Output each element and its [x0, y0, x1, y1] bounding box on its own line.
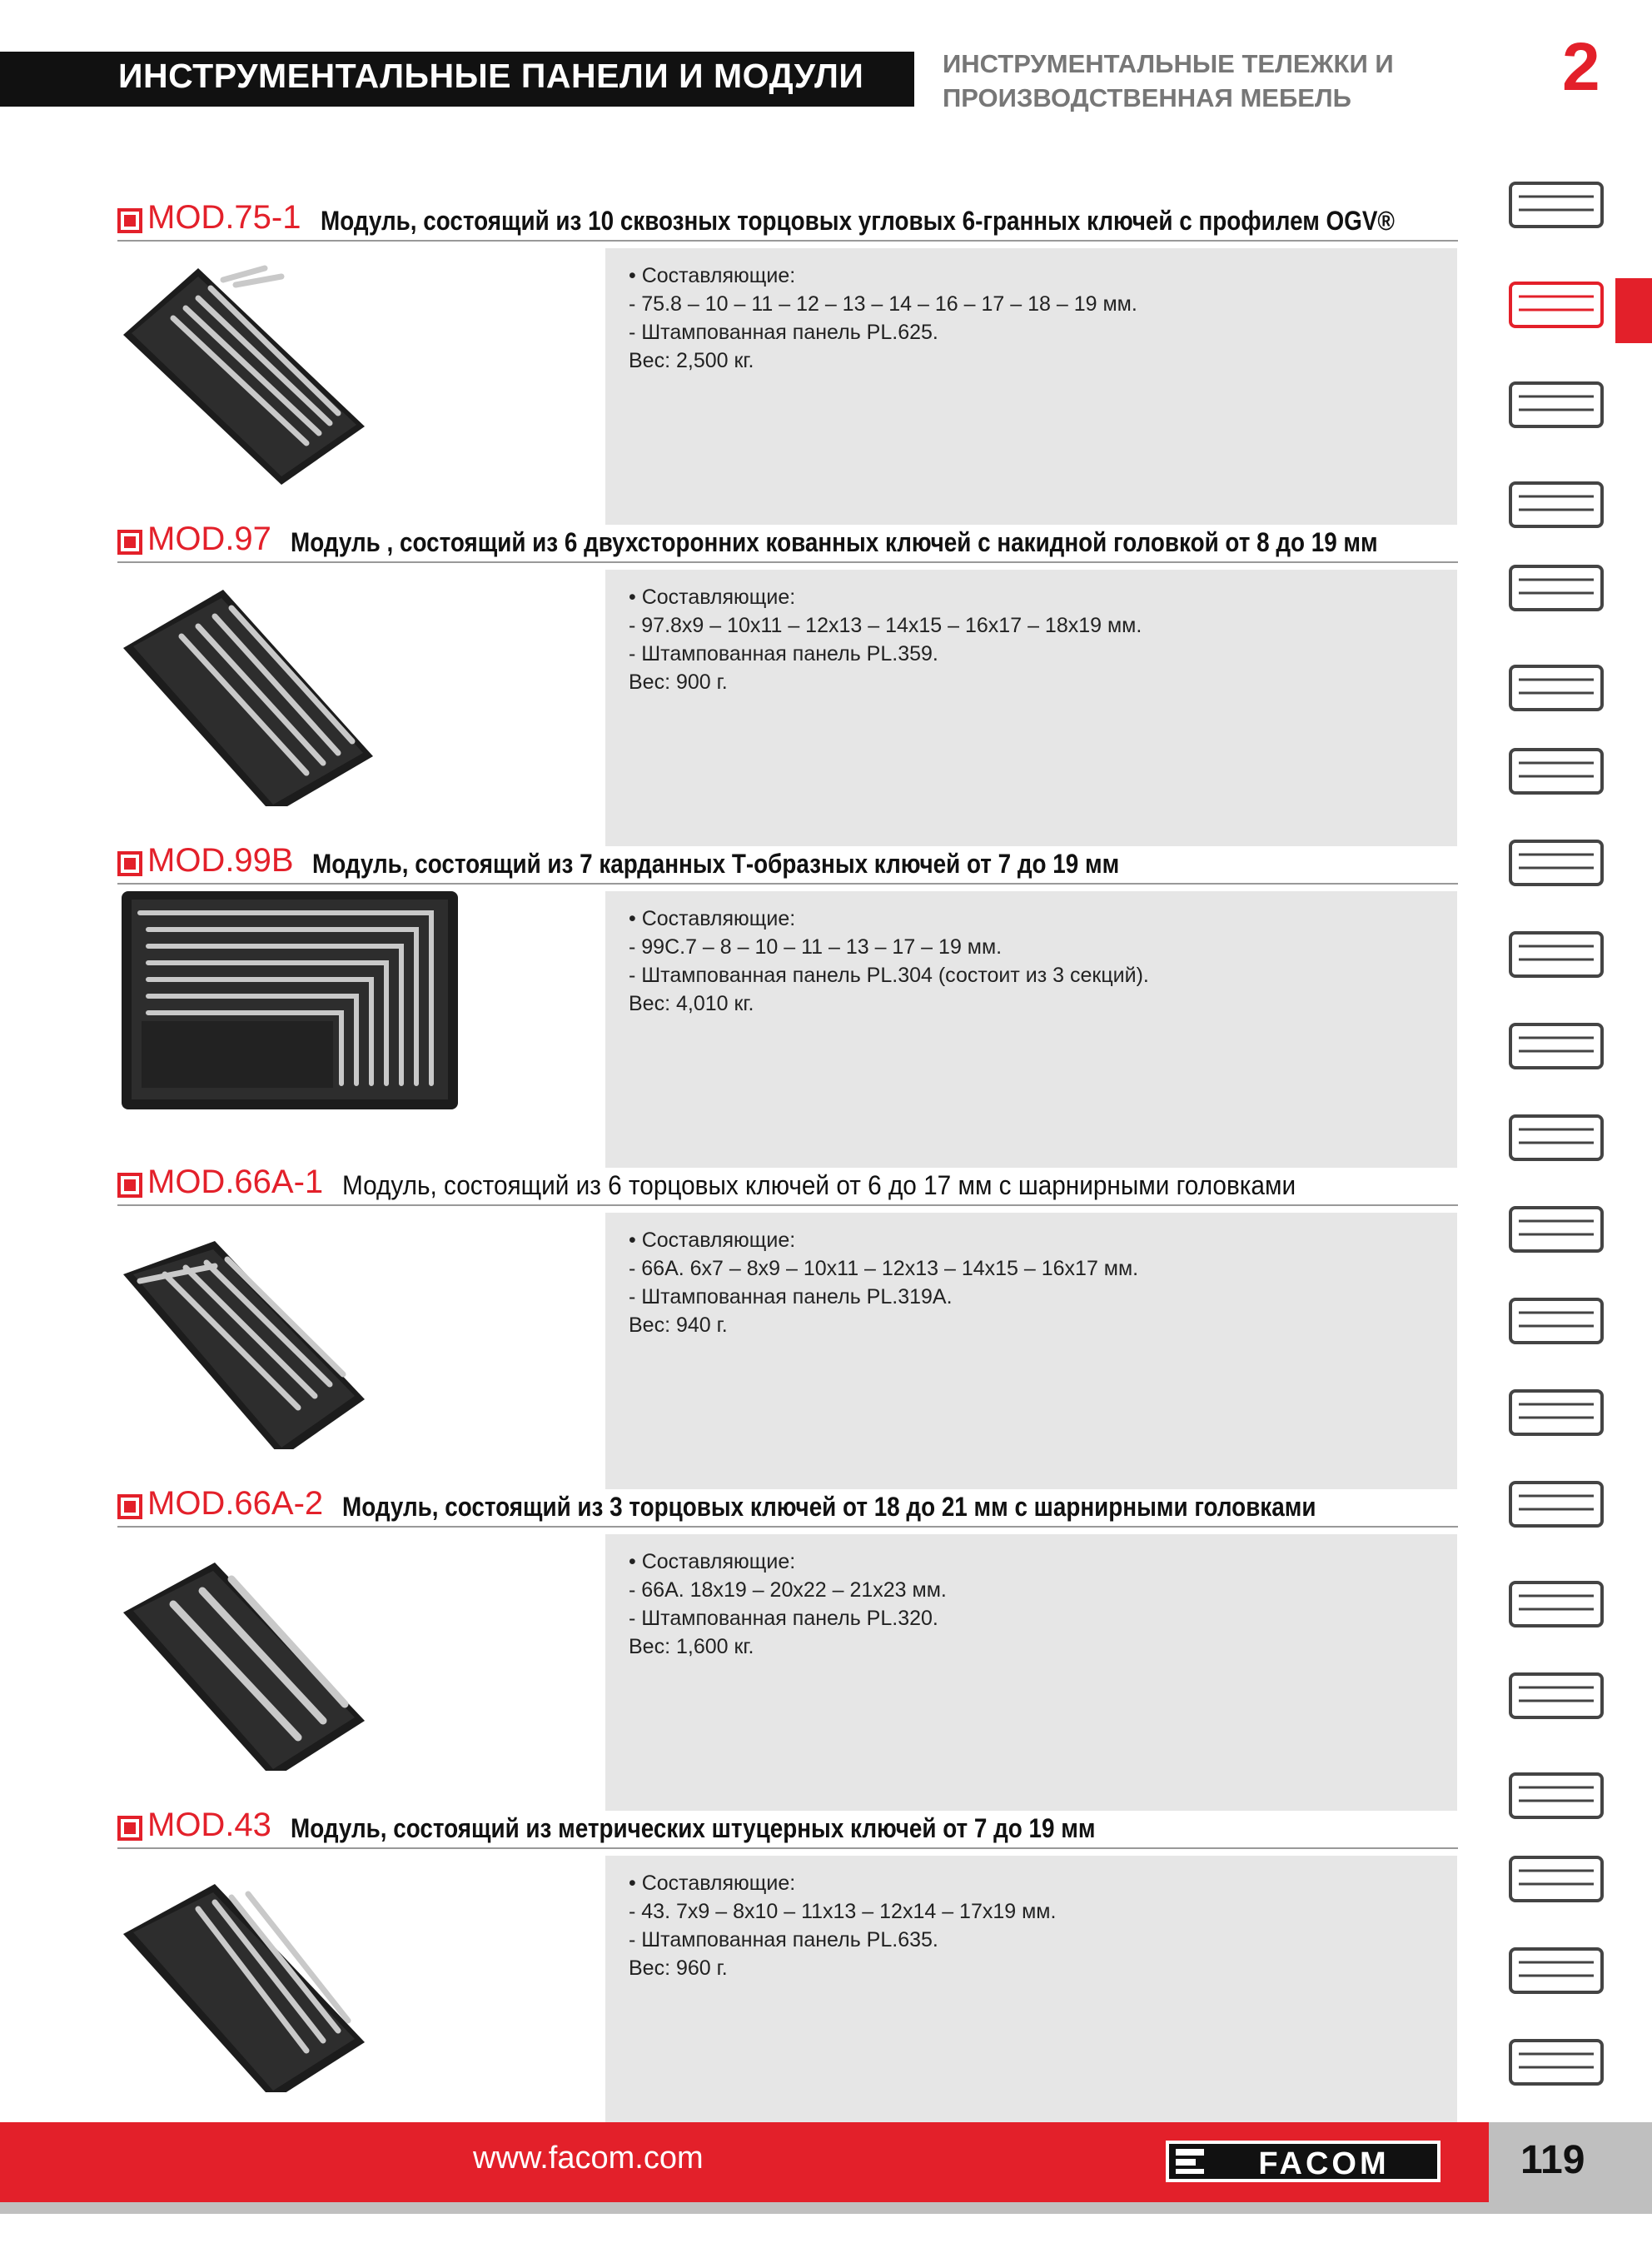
- website-link[interactable]: www.facom.com: [473, 2141, 704, 2176]
- car-icon[interactable]: [1502, 1841, 1610, 1916]
- info-line: - Штампованная панель PL.625.: [629, 321, 938, 344]
- module-section: [0, 1166, 1465, 1489]
- module-info-panel: [605, 570, 1457, 846]
- module-info-panel: [605, 1534, 1457, 1811]
- info-line: Вес: 2,500 кг.: [629, 349, 754, 372]
- wrench-icon[interactable]: [1502, 466, 1610, 541]
- info-line: Вес: 900 г.: [629, 670, 728, 694]
- truck-icon[interactable]: [1502, 1932, 1610, 2007]
- module-tray-image: [115, 888, 465, 1113]
- chapter-number: 2: [1562, 29, 1600, 105]
- module-section: [0, 1809, 1465, 2132]
- info-line: • Составляющие:: [629, 264, 796, 287]
- info-line: Вес: 940 г.: [629, 1313, 728, 1337]
- module-info-panel: [605, 248, 1457, 525]
- vise-icon[interactable]: [1502, 1466, 1610, 1541]
- module-tray-image: [115, 1199, 373, 1449]
- page-number: 119: [1520, 2138, 1585, 2182]
- info-line: Вес: 960 г.: [629, 1956, 728, 1980]
- module-tray-image: [115, 1842, 373, 2092]
- module-tray-image: [115, 1521, 373, 1771]
- info-line: • Составляющие:: [629, 1872, 796, 1895]
- module-code: MOD.66A-2: [147, 1485, 324, 1522]
- module-section: [0, 1485, 1465, 1811]
- logo-text: FACOM: [1258, 2146, 1390, 2181]
- tool-cart-icon[interactable]: [1502, 267, 1610, 341]
- info-line: • Составляющие:: [629, 907, 796, 930]
- info-line: - Штампованная панель PL.319A.: [629, 1285, 953, 1308]
- info-line: - Штампованная панель PL.359.: [629, 642, 938, 665]
- module-tray-image: [115, 235, 373, 485]
- info-line: - Штампованная панель PL.320.: [629, 1607, 938, 1630]
- info-line: - 75.8 – 10 – 11 – 12 – 13 – 14 – 16 – 17 – 18 – 19 мм.: [629, 292, 1137, 316]
- spark-icon[interactable]: [1502, 1566, 1610, 1641]
- module-info-panel: [605, 1856, 1457, 2132]
- info-line: - Штампованная панель PL.304 (состоит из 3 секций).: [629, 964, 1149, 987]
- info-line: • Составляющие:: [629, 1550, 796, 1573]
- module-code: MOD.75-1: [147, 199, 301, 236]
- handle-icon[interactable]: [1502, 1757, 1610, 1832]
- module-description: Модуль, состоящий из 7 карданных Т-образных ключей от 7 до 19 мм: [312, 849, 1120, 879]
- module-section: [0, 199, 1465, 525]
- module-code: MOD.66A-1: [147, 1164, 324, 1200]
- hammer-icon[interactable]: [1502, 1008, 1610, 1083]
- module-code: MOD.43: [147, 1807, 271, 1843]
- module-section: [0, 523, 1465, 846]
- section-subtitle: [943, 47, 1394, 115]
- pliers-icon[interactable]: [1502, 825, 1610, 900]
- module-description: Модуль , состоящий из 6 двухсторонних кованных ключей с накидной головкой от 8 до 19 мм: [291, 527, 1378, 557]
- tape-measure-icon[interactable]: [1502, 916, 1610, 991]
- bullet-square-icon: [117, 530, 142, 555]
- ratchet-icon[interactable]: [1502, 650, 1610, 725]
- tool-chest-icon[interactable]: [1502, 366, 1610, 441]
- module-info-panel: [605, 891, 1457, 1168]
- info-line: - 66A. 18x19 – 20x22 – 21x23 мм.: [629, 1578, 947, 1602]
- facom-logo: [1166, 2137, 1441, 2186]
- module-code: MOD.97: [147, 521, 271, 557]
- subtitle-line-2: ПРОИЗВОДСТВЕННАЯ МЕБЕЛЬ: [943, 83, 1351, 112]
- info-line: - 99C.7 – 8 – 10 – 11 – 13 – 17 – 19 мм.: [629, 935, 1003, 959]
- tester-icon[interactable]: [1502, 1283, 1610, 1358]
- bullet-square-icon: [117, 851, 142, 876]
- subtitle-line-1: ИНСТРУМЕНТАЛЬНЫЕ ТЕЛЕЖКИ И: [943, 49, 1394, 78]
- module-tray-image: [115, 556, 373, 806]
- info-line: Вес: 4,010 кг.: [629, 992, 754, 1015]
- info-line: - 66A. 6x7 – 8x9 – 10x11 – 12x13 – 14x15 – 16x17 мм.: [629, 1257, 1139, 1280]
- bullet-square-icon: [117, 1816, 142, 1841]
- active-section-marker: [1615, 278, 1652, 343]
- footer-stripe: [0, 2202, 1652, 2214]
- puller-icon[interactable]: [1502, 1191, 1610, 1266]
- info-line: - Штампованная панель PL.635.: [629, 1928, 938, 1951]
- bullet-square-icon: [117, 1494, 142, 1519]
- info-line: Вес: 1,600 кг.: [629, 1635, 754, 1658]
- tool-box-icon[interactable]: [1502, 167, 1610, 242]
- screwdriver-icon[interactable]: [1502, 733, 1610, 808]
- bullet-square-icon: [117, 1173, 142, 1198]
- socket-icon[interactable]: [1502, 550, 1610, 625]
- info-line: • Составляющие:: [629, 1229, 796, 1252]
- circuit-breaker-icon[interactable]: [1502, 1657, 1610, 1732]
- hacksaw-icon[interactable]: [1502, 1099, 1610, 1174]
- module-description: Модуль, состоящий из 10 сквозных торцовых угловых 6-гранных ключей с профилем OGV®: [321, 206, 1395, 236]
- module-description: Модуль, состоящий из 3 торцовых ключей от 18 до 21 мм с шарнирными головками: [342, 1492, 1316, 1522]
- module-code: MOD.99B: [147, 842, 294, 879]
- info-line: - 43. 7x9 – 8x10 – 11x13 – 12x14 – 17x19 мм.: [629, 1900, 1057, 1923]
- bullet-square-icon: [117, 208, 142, 233]
- page-title: ИНСТРУМЕНТАЛЬНЫЕ ПАНЕЛИ И МОДУЛИ: [118, 57, 864, 95]
- airplane-icon[interactable]: [1502, 2024, 1610, 2099]
- module-description: Модуль, состоящий из метрических штуцерных ключей от 7 до 19 мм: [291, 1813, 1096, 1843]
- module-info-panel: [605, 1213, 1457, 1489]
- info-line: - 97.8x9 – 10x11 – 12x13 – 14x15 – 16x17 – 18x19 мм.: [629, 614, 1142, 637]
- module-header: [117, 842, 1458, 885]
- impact-gun-icon[interactable]: [1502, 1374, 1610, 1449]
- module-section: [0, 842, 1465, 1168]
- info-line: • Составляющие:: [629, 586, 796, 609]
- module-description: Модуль, состоящий из 6 торцовых ключей от 6 до 17 мм с шарнирными головками: [342, 1170, 1296, 1200]
